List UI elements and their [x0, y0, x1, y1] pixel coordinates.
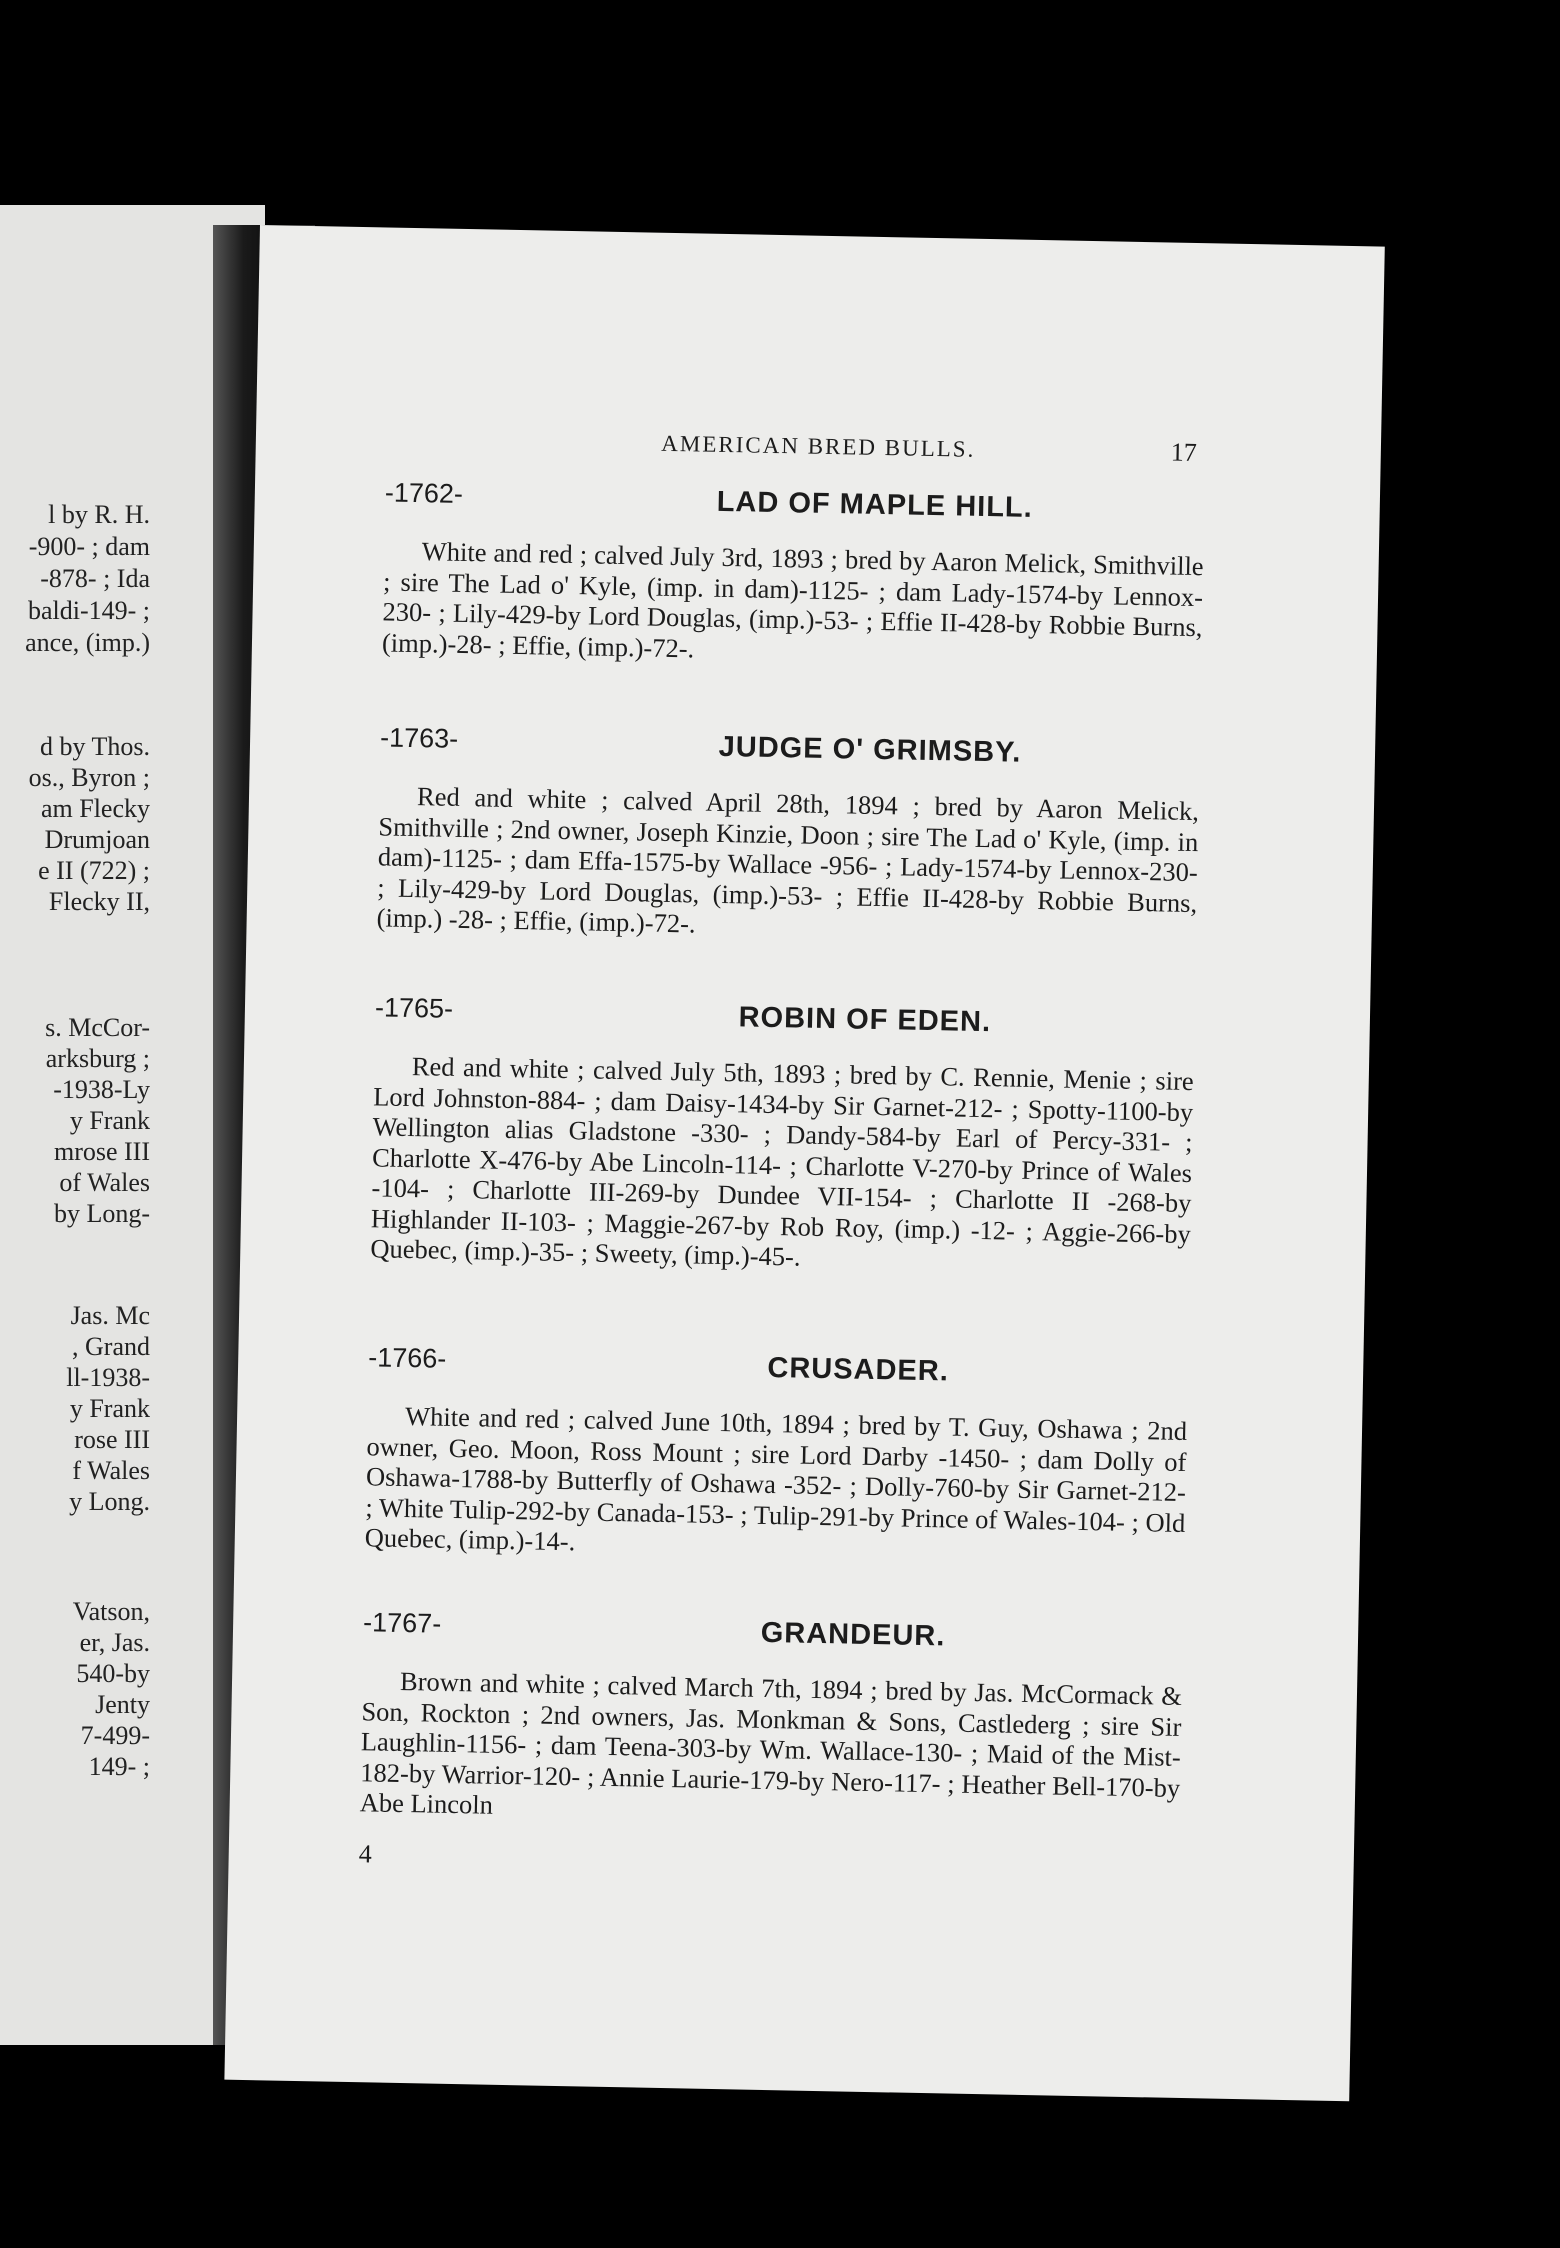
entry-title: JUDGE O' GRIMSBY. [718, 730, 1022, 769]
left-fragment: y Long. [69, 1487, 150, 1516]
entry-pedigree: Red and white ; calved April 28th, 1894 ; bred by Aaron Melick, Smithville ; 2nd owner, Joseph Kinzie, Doon ; sire The Lad o' Kyle, (imp. in dam)-1125- ; dam Effa-1575-by Wallace -956- ; Lady-1574-by Lennox-230- ; Lily-429-by Lord Douglas, (imp.)-53- ; Effie II-428-by Robbie Burns, (imp.) -28- ; Effie, (imp.)-72-. [376, 781, 1200, 939]
left-fragment: by Long- [53, 1199, 150, 1228]
entry-title: GRANDEUR. [760, 1616, 946, 1653]
entry-heading [368, 1342, 1189, 1402]
entry-title: CRUSADER. [767, 1351, 950, 1388]
left-fragment: am Flecky [40, 794, 150, 823]
left-fragment: e II (722) ; [38, 856, 150, 885]
left-fragment: y Frank [69, 1394, 150, 1423]
left-fragment: l by R. H. [48, 500, 150, 529]
left-fragment: y Frank [69, 1106, 150, 1135]
entry-1766 [365, 1342, 1189, 1568]
entry-heading [363, 1607, 1184, 1667]
left-fragment: , Grand [72, 1332, 150, 1361]
left-fragment: Jenty [95, 1690, 150, 1719]
left-fragment: baldi-149- ; [27, 596, 150, 625]
left-fragment: 149- ; [88, 1752, 150, 1781]
left-fragment: Flecky II, [48, 887, 150, 916]
left-fragment: -900- ; dam [28, 532, 150, 561]
entry-pedigree: Red and white ; calved July 5th, 1893 ; bred by C. Rennie, Menie ; sire Lord Johnston-884- ; dam Daisy-1434-by Sir Garnet-212- ; Spotty-1100-by Wellington alias Gladstone -330- ; Dandy-584-by Earl of Percy-331- ; Charlotte X-476-by Abe Lincoln-114- ; Charlotte V-270-by Prince of Wales -104- ; Charlotte III-269-by Dundee VII-154- ; Charlotte II -268-by Highlander II-103- ; Maggie-267-by Rob Roy, (imp.) -12- ; Aggie-266-by Quebec, (imp.)-35- ; Sweety, (imp.)-45-. [370, 1051, 1195, 1272]
signature-mark: 4 [358, 1839, 373, 1869]
entry-title: ROBIN OF EDEN. [738, 1001, 992, 1039]
entry-number: -1766- [367, 1342, 447, 1374]
entry-pedigree: White and red ; calved June 10th, 1894 ; bred by T. Guy, Oshawa ; 2nd owner, Geo. Moon, Ross Mount ; sire Lord Darby -1450- ; dam Dolly of Oshawa-1788-by Butterfly of Oshawa -352- ; Dolly-760-by Sir Garnet-212- ; White Tulip-292-by Canada-153- ; Tulip-291-by Prince of Wales-104- ; Old Quebec, (imp.)-14-. [364, 1401, 1188, 1557]
entry-number: -1762- [384, 477, 464, 509]
entry-title: LAD OF MAPLE HILL. [716, 485, 1034, 524]
page-number: 17 [1170, 437, 1198, 468]
left-fragment: 7-499- [80, 1721, 150, 1750]
book-page [224, 225, 1384, 2101]
left-fragment: f Wales [72, 1456, 150, 1485]
left-fragment: s. McCor- [45, 1013, 150, 1042]
left-fragment: arksburg ; [45, 1044, 150, 1073]
left-fragment: Drumjoan [44, 825, 150, 854]
left-fragment: -1938-Ly [53, 1075, 150, 1104]
entry-1763 [376, 722, 1200, 948]
entry-heading [374, 992, 1195, 1052]
entry-number: -1763- [379, 722, 459, 754]
entry-number: -1765- [374, 992, 454, 1024]
entry-1765 [370, 992, 1195, 1279]
entry-pedigree: White and red ; calved July 3rd, 1893 ; bred by Aaron Melick, Smithville ; sire The Lad o' Kyle, (imp. in dam)-1125- ; dam Lady-1574-by Lennox-230- ; Lily-429-by Lord Douglas, (imp.)-53- ; Effie II-428-by Robbie Burns, (imp.)-28- ; Effie, (imp.)-72-. [381, 536, 1204, 663]
left-fragment: os., Byron ; [28, 763, 150, 792]
left-fragment: -878- ; Ida [40, 564, 150, 593]
left-fragment: d by Thos. [39, 732, 150, 761]
left-fragment: Jas. Mc [70, 1301, 150, 1330]
entry-1762 [382, 477, 1205, 673]
left-fragment: rose III [74, 1425, 150, 1454]
left-fragment: mrose III [53, 1137, 150, 1166]
left-fragment: ll-1938- [66, 1363, 150, 1392]
left-fragment: 540-by [76, 1659, 150, 1688]
entry-heading [384, 477, 1205, 537]
running-head: AMERICAN BRED BULLS. [661, 430, 976, 462]
entry-1767 [359, 1607, 1183, 1833]
left-fragment: ance, (imp.) [25, 628, 150, 657]
left-fragment: of Wales [59, 1168, 150, 1197]
left-fragment: Vatson, [72, 1597, 150, 1626]
entry-pedigree: Brown and white ; calved March 7th, 1894 ; bred by Jas. McCormack & Son, Rockton ; 2nd owners, Jas. Monkman & Sons, Castlederg ; sire Sir Laughlin-1156- ; dam Teena-303-by Wm. Wallace-130- ; Maid of the Mist-182-by Warrior-120- ; Annie Laurie-179-by Nero-117- ; Heather Bell-170-by Abe Lincoln [359, 1665, 1183, 1820]
entry-heading [380, 722, 1201, 782]
entry-number: -1767- [362, 1607, 442, 1639]
left-fragment: er, Jas. [79, 1628, 150, 1657]
